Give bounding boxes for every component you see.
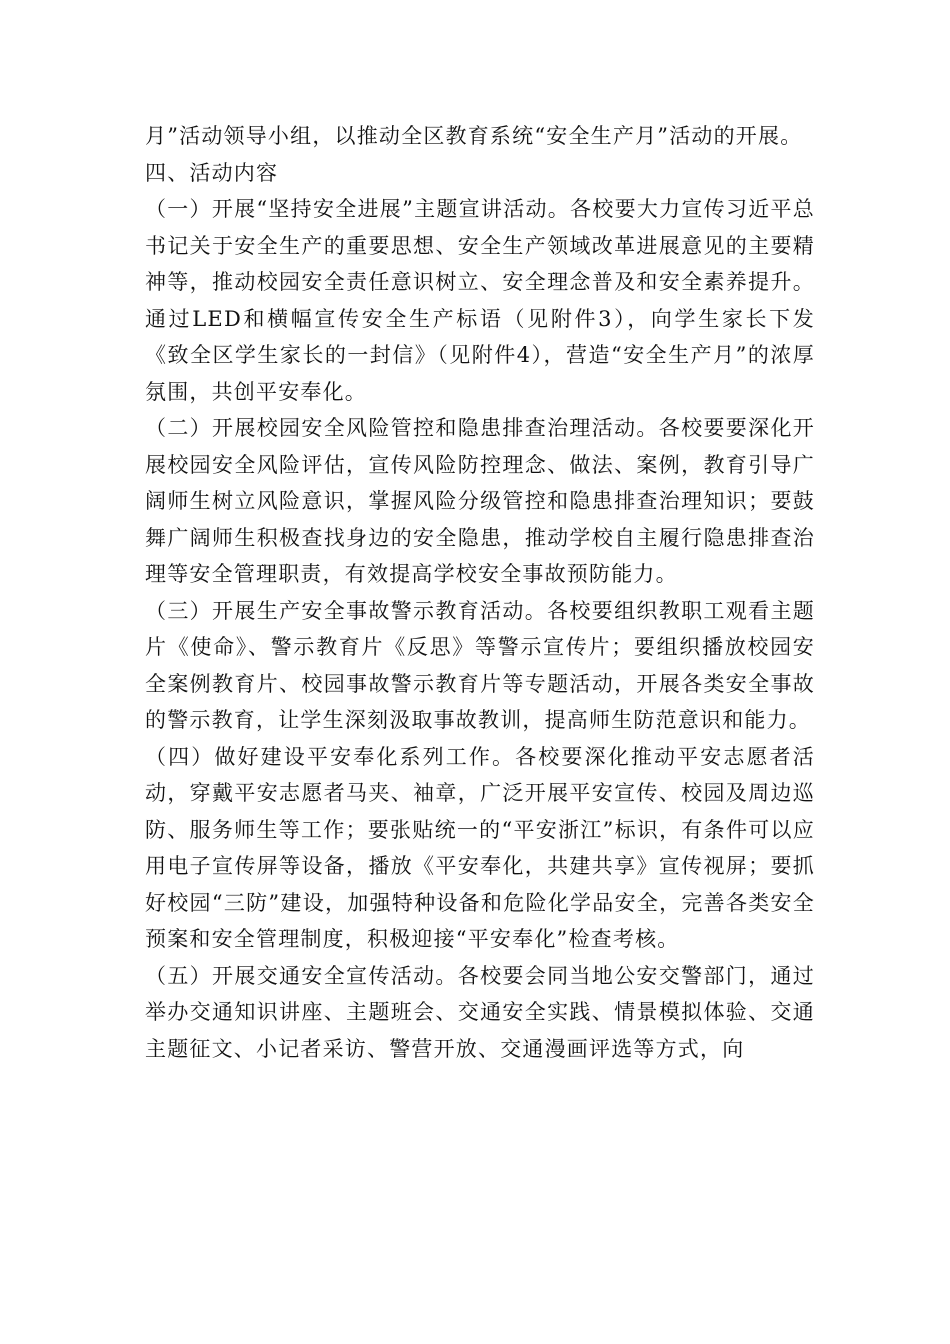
paragraph-item-4: （四）做好建设平安奉化系列工作。各校要深化推动平安志愿者活动，穿戴平安志愿者马夹、袖章，广泛开展平安宣传、校园及周边巡防、服务师生等工作；要张贴统一的“平安浙江”标识，有条件可以应用电子宣传屏等设备，播放《平安奉化，共建共享》宣传视屏；要抓好校园“三防”建设，加强特种设备和危险化学品安全，完善各类安全预案和安全管理制度，积极迎接“平安奉化”检查考核。: [145, 744, 815, 951]
paragraph-continuation: 月”活动领导小组，以推动全区教育系统“安全生产月”活动的开展。: [145, 124, 803, 148]
paragraph-item-5: （五）开展交通安全宣传活动。各校要会同当地公安交警部门，通过举办交通知识讲座、主题班会、交通安全实践、情景模拟体验、交通主题征文、小记者采访、警营开放、交通漫画评选等方式，向: [145, 963, 815, 1061]
section-heading-activity-content: 四、活动内容: [145, 160, 279, 185]
paragraph-item-2: （二）开展校园安全风险管控和隐患排查治理活动。各校要要深化开展校园安全风险评估，宣传风险防控理念、做法、案例，教育引导广阔师生树立风险意识，掌握风险分级管控和隐患排查治理知识；要鼓舞广阔师生积极查找身边的安全隐患，推动学校自主履行隐患排查治理等安全管理职责，有效提高学校安全事故预防能力。: [145, 416, 815, 586]
document-body: [145, 118, 815, 1067]
paragraph-item-3: （三）开展生产安全事故警示教育活动。各校要组织教职工观看主题片《使命》、警示教育片《反思》等警示宣传片；要组织播放校园安全案例教育片、校园事故警示教育片等专题活动，开展各类安全事故的警示教育，让学生深刻汲取事故教训，提高师生防范意识和能力。: [145, 598, 815, 732]
paragraph-item-1: （一）开展“坚持安全进展”主题宣讲活动。各校要大力宣传习近平总书记关于安全生产的重要思想、安全生产领域改革进展意见的主要精神等，推动校园安全责任意识树立、安全理念普及和安全素养提升。通过LED和横幅宣传安全生产标语（见附件3），向学生家长下发《致全区学生家长的一封信》（见附件4），营造“安全生产月”的浓厚氛围，共创平安奉化。: [145, 197, 815, 404]
